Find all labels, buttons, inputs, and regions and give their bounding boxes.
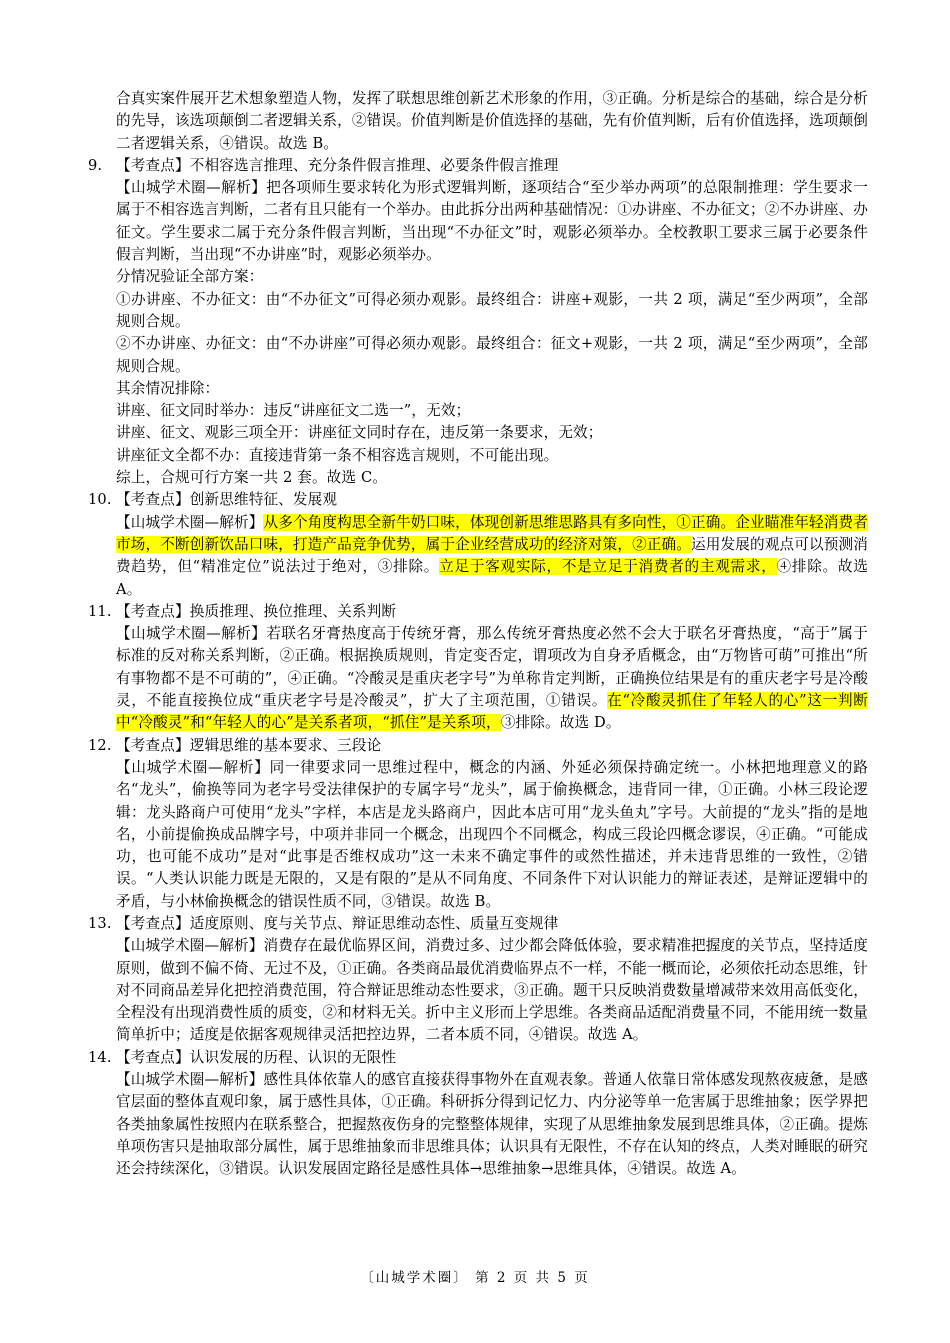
explanation-paragraph bbox=[116, 400, 868, 422]
explanation-paragraph bbox=[116, 378, 868, 400]
text-run: ①办讲座、不办征文：由“不办征文”可得必须办观影。最终组合：讲座+观影，一共 2 项，满足“至少两项”，全部规则合规。 bbox=[116, 290, 868, 330]
question-block bbox=[88, 155, 868, 489]
explanation-paragraph bbox=[116, 757, 868, 913]
text-run: 【山城学术圈—解析】消费存在最优临界区间，消费过多、过少都会降低体验，要求精准把握度的关节点，坚持适度原则，做到不偏不倚、无过不及，①正确。各类商品最优消费临界点不一样，不能一概而论，必须依托动态思维，针对不同商品差异化把控消费范围，符合辩证思维动态性要求，③正确。题干只反映消费数量增减带来效用高低变化，全程没有出现消费性质的质变，②和材料无关。折中主义形而上学思维。各类商品适配消费量不同，不能用统一数量简单折中；适度是依据客观规律灵活把控边界，二者本质不同，④错误。故选 A。 bbox=[116, 937, 868, 1044]
text-run: 【山城学术圈—解析】同一律要求同一思维过程中，概念的内涵、外延必须保持确定统一。小林把地理意义的路名“龙头”，偷换等同为老字号受法律保护的专属字号“龙头”，属于偷换概念，违背同一律，①正确。小林三段论逻辑：龙头路商户可使用“龙头”字样，本店是龙头路商户，因此本店可用“龙头鱼丸”字号。大前提的“龙头”指的是地名，小前提偷换成品牌字号，中项并非同一个概念，出现四个不同概念，构成三段论四概念谬误，④正确。“可能成功，也可能不成功”是对“此事是否维权成功”这一未来不确定事件的或然性描述，并未违背思维的一致性，②错误。“人类认识能力既是无限的，又是有限的”是从不同角度、不同条件下对认识能力的辩证表述，是辩证逻辑中的矛盾，与小林偷换概念的错误性质不同，③错误。故选 B。 bbox=[116, 758, 868, 910]
explanation-paragraph bbox=[116, 1069, 868, 1180]
explanation-paragraph bbox=[116, 88, 868, 155]
continued-explanation bbox=[88, 88, 868, 155]
exam-point: 【考查点】认识发展的历程、认识的无限性 bbox=[116, 1048, 397, 1066]
explanation-paragraph bbox=[116, 333, 868, 378]
text-run: 分情况验证全部方案： bbox=[116, 268, 264, 286]
text-run: 【山城学术圈—解析】 bbox=[116, 513, 264, 531]
explanation-paragraph bbox=[116, 623, 868, 734]
page-footer: 〔山城学术圈〕 第 2 页 共 5 页 bbox=[360, 1270, 590, 1286]
explanation-paragraph bbox=[116, 177, 868, 266]
question-number: 14. bbox=[88, 1048, 112, 1066]
text-run: ③排除。故选 D。 bbox=[500, 714, 621, 732]
explanation-paragraph bbox=[116, 266, 868, 288]
text-run: 其余情况排除： bbox=[116, 379, 220, 397]
exam-point: 【考查点】换质推理、换位推理、关系判断 bbox=[116, 602, 397, 620]
question-block bbox=[88, 601, 868, 735]
text-run: 【山城学术圈—解析】若联名牙膏热度高于传统牙膏，那么传统牙膏热度必然不会大于联名牙膏热度，“高于”属于标准的反对称关系判断，②正确。根据换质规则，肯定变否定，谓项改为自身矛盾概念，由“万物皆可萌”可推出“所有事物都不是不可萌的”，④正确。“冷酸灵是重庆老字号”为单称肯定判断，正确换位结果是有的重庆老字号是冷酸灵，不能直接换位成“重庆老字号是冷酸灵”，扩大了主项范围，①错误。 bbox=[116, 625, 868, 710]
text-run: ②不办讲座、办征文：由“不办讲座”可得必须办观影。最终组合：征文+观影，一共 2 项，满足“至少两项”，全部规则合规。 bbox=[116, 335, 868, 375]
text-run: 【山城学术圈—解析】把各项师生要求转化为形式逻辑判断，逐项结合“至少举办两项”的总限制推理：学生要求一属于不相容选言判断，二者有且只能有一个举办。由此拆分出两种基础情况：①办讲座、不办征文；②不办讲座、办征文。学生要求二属于充分条件假言判断，当出现“不办征文”时，观影必须举办。全校教职工要求三属于必要条件假言判断，当出现“不办讲座”时，观影必须举办。 bbox=[116, 179, 868, 264]
explanation-paragraph bbox=[116, 512, 868, 601]
explanation-paragraph bbox=[116, 467, 868, 489]
question-block bbox=[88, 735, 868, 913]
exam-point: 【考查点】适度原则、度与关节点、辩证思维动态性、质量互变规律 bbox=[116, 914, 559, 932]
text-run: 合真实案件展开艺术想象塑造人物，发挥了联想思维创新艺术形象的作用，③正确。分析是综合的基础，综合是分析的先导，该选项颠倒二者逻辑关系，②错误。价值判断是价值选择的基础，先有价值判断，后有价值选择，选项颠倒二者逻辑关系，④错误。故选 B。 bbox=[116, 90, 868, 152]
exam-point: 【考查点】逻辑思维的基本要求、三段论 bbox=[116, 736, 382, 754]
highlighted-text: 在“冷酸灵抓住了年轻人的心”这一判断中“冷酸灵”和“年轻人的心”是关系者项，“抓住”是关系项， bbox=[116, 692, 869, 732]
question-block bbox=[88, 913, 868, 1047]
exam-point: 【考查点】创新思维特征、发展观 bbox=[116, 491, 338, 509]
explanation-paragraph bbox=[116, 289, 868, 334]
question-number: 10. bbox=[88, 491, 112, 509]
question-number: 11. bbox=[88, 602, 112, 620]
answer-explanations bbox=[88, 88, 868, 1181]
text-run: 运用发展的观点可以预测消费趋势，但“精准定位”说法过于绝对，③排除。 bbox=[116, 535, 868, 576]
question-number: 13. bbox=[88, 914, 112, 932]
question-number: 12. bbox=[88, 736, 112, 754]
question-number: 9. bbox=[88, 156, 103, 174]
text-run: 综上，合规可行方案一共 2 套。故选 C。 bbox=[116, 469, 388, 487]
exam-point: 【考查点】不相容选言推理、充分条件假言推理、必要条件假言推理 bbox=[116, 156, 559, 174]
explanation-paragraph bbox=[116, 445, 868, 467]
text-run: 讲座征文全都不办：直接违背第一条不相容选言规则，不可能出现。 bbox=[116, 446, 559, 464]
question-block bbox=[88, 489, 868, 600]
explanation-paragraph bbox=[116, 935, 868, 1046]
text-run: 讲座、征文同时举办：违反“讲座征文二选一”，无效； bbox=[116, 402, 471, 420]
text-run: 讲座、征文、观影三项全开：讲座征文同时存在，违反第一条要求，无效； bbox=[116, 424, 603, 442]
highlighted-text: 从多个角度构思全新牛奶口味，体现创新思维思路具有多向性，①正确。企业瞄准年轻消费者市场，不断创新饮品口味，打造产品竞争优势，属于企业经营成功的经济对策，②正确。 bbox=[116, 513, 868, 553]
text-run: ④排除。故选 A。 bbox=[116, 558, 868, 598]
text-run: 【山城学术圈—解析】感性具体依靠人的感官直接获得事物外在直观表象。普通人依靠日常体感发现熬夜疲惫，是感官层面的整体直观印象，属于感性具体，①正确。科研拆分得到记忆力、内分泌等单一危害属于思维抽象；医学界把各类抽象属性按照内在联系整合，把握熬夜伤身的完整整体规律，实现了从思维抽象发展到思维具体，②正确。提炼单项伤害只是抽取部分属性，属于思维抽象而非思维具体；认识具有无限性，不存在认知的终点，人类对睡眠的研究还会持续深化，③错误。认识发展固定路径是感性具体→思维抽象→思维具体，④错误。故选 A。 bbox=[116, 1071, 868, 1178]
explanation-paragraph bbox=[116, 422, 868, 444]
question-block bbox=[88, 1047, 868, 1181]
highlighted-text: 立足于客观实际，不是立足于消费者的主观需求， bbox=[439, 558, 777, 576]
